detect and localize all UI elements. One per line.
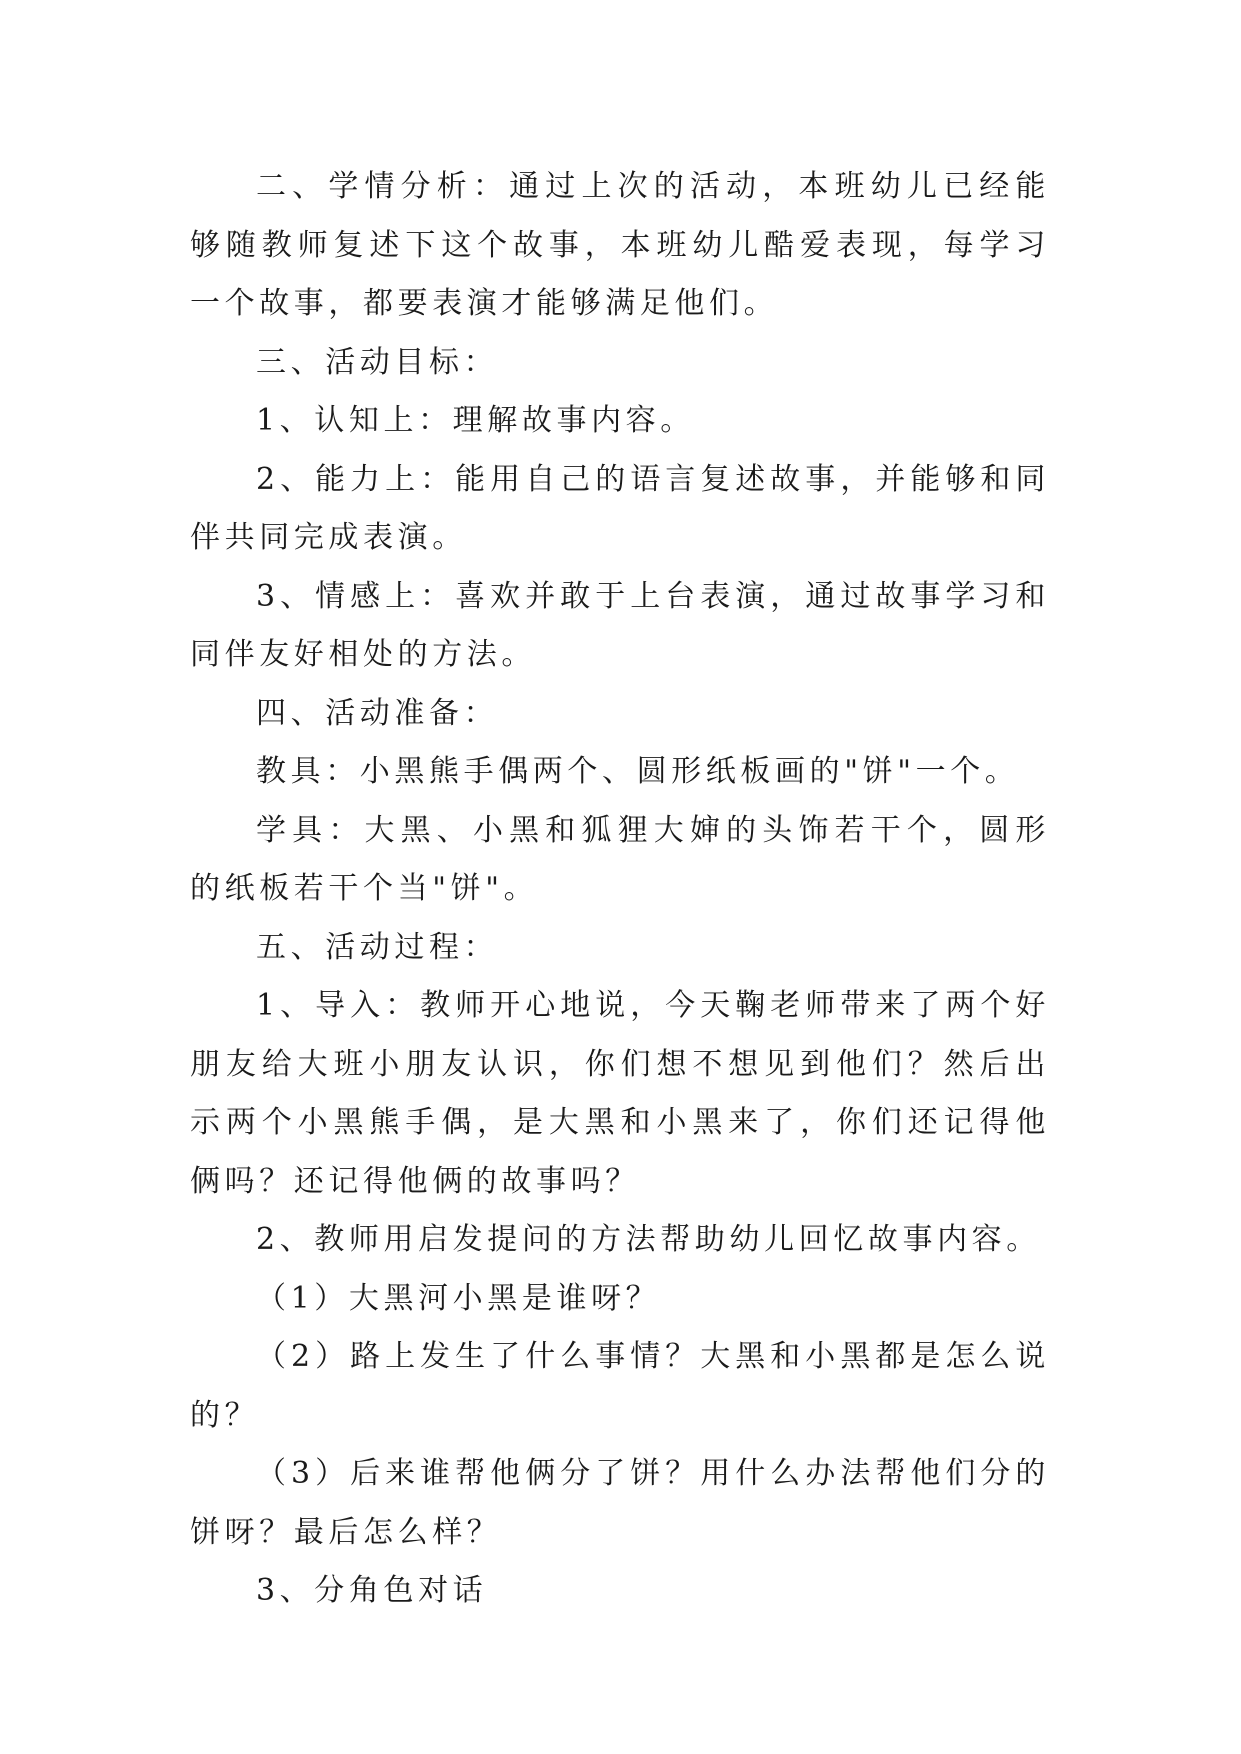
paragraph-question-2: （2）路上发生了什么事情？大黑和小黑都是怎么说的？ — [190, 1339, 1050, 1433]
paragraph-goal-emotion: 3、情感上：喜欢并敢于上台表演，通过故事学习和同伴友好相处的方法。 — [190, 578, 1050, 672]
heading-activity-process: 五、活动过程： — [256, 929, 499, 965]
paragraph-question-3: （3）后来谁帮他俩分了饼？用什么办法帮他们分的饼呀？最后怎么样？ — [190, 1456, 1050, 1550]
heading-activity-preparation: 四、活动准备： — [256, 695, 499, 731]
paragraph-goal-cognitive: 1、认知上：理解故事内容。 — [256, 403, 695, 438]
paragraph-goal-ability: 2、能力上：能用自己的语言复述故事，并能够和同伴共同完成表演。 — [190, 461, 1050, 555]
heading-activity-goals: 三、活动目标： — [256, 344, 499, 380]
paragraph-process-recall: 2、教师用启发提问的方法帮助幼儿回忆故事内容。 — [256, 1222, 1041, 1257]
paragraph-learning-aids: 学具：大黑、小黑和狐狸大婶的头饰若干个，圆形的纸板若干个当"饼"。 — [190, 812, 1050, 906]
paragraph-question-1: （1）大黑河小黑是谁呀？ — [256, 1280, 661, 1316]
paragraph-process-intro: 1、导入：教师开心地说，今天鞠老师带来了两个好朋友给大班小朋友认识，你们想不想见到他们？然后出示两个小黑熊手偶，是大黑和小黑来了，你们还记得他俩吗？还记得他俩的故事吗？ — [190, 988, 1050, 1199]
paragraph-role-dialogue: 3、分角色对话 — [256, 1573, 488, 1608]
document-body — [190, 158, 1050, 1621]
paragraph-teaching-aids: 教具：小黑熊手偶两个、圆形纸板画的"饼"一个。 — [256, 754, 1020, 789]
paragraph-learning-analysis: 二、学情分析：通过上次的活动，本班幼儿已经能够随教师复述下这个故事，本班幼儿酷爱表现，每学习一个故事，都要表演才能够满足他们。 — [190, 169, 1050, 321]
